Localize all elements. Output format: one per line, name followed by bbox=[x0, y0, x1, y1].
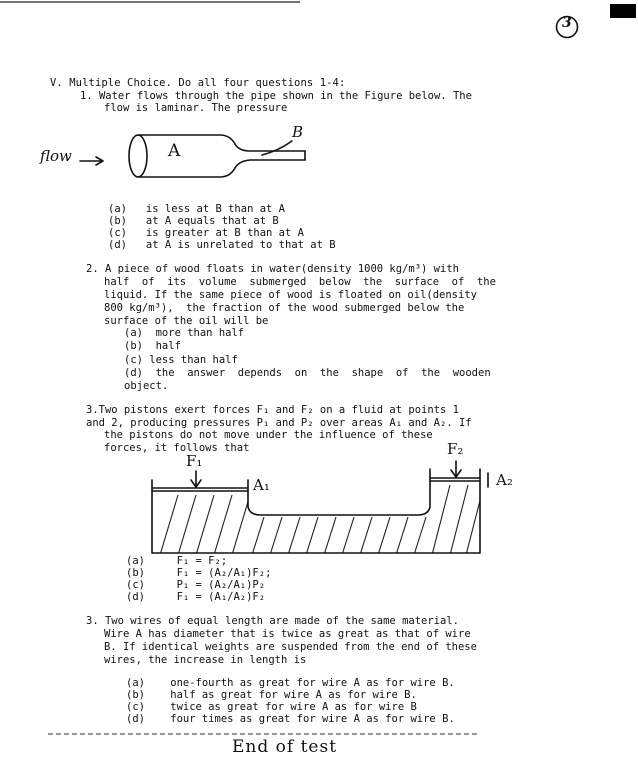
q4-line: Wire A has diameter that is twice as great as that of wire bbox=[104, 628, 471, 640]
fluid-hatching bbox=[160, 485, 484, 555]
end-of-test: End of test bbox=[232, 737, 338, 757]
a1-label: A₁ bbox=[253, 476, 270, 494]
page-number: 3 bbox=[562, 15, 572, 31]
q1-option-b: (b) at A equals that at B bbox=[108, 215, 279, 227]
q1-option-a: (a) is less at B than at A bbox=[108, 203, 286, 215]
q3-option-c: (c) P₁ = (A₂/A₁)P₂ bbox=[126, 579, 266, 591]
q1-line: flow is laminar. The pressure bbox=[104, 102, 288, 114]
piston-figure bbox=[140, 452, 500, 560]
q4-option-a: (a) one-fourth as great for wire A as for wire B. bbox=[126, 677, 455, 689]
flow-label: flow bbox=[40, 147, 72, 165]
pipe-label-a: A bbox=[168, 141, 181, 161]
q1-option-c: (c) is greater at B than at A bbox=[108, 227, 304, 239]
q4-line: B. If identical weights are suspended from the end of these bbox=[104, 641, 477, 653]
q3-option-b: (b) F₁ = (A₂/A₁)F₂; bbox=[126, 567, 272, 579]
q4-option-c: (c) twice as great for wire A as for wire B bbox=[126, 701, 417, 713]
pipe-label-b: B bbox=[292, 123, 304, 141]
q3-line: forces, it follows that bbox=[104, 442, 250, 454]
q3-line: and 2, producing pressures P₁ and P₂ over areas A₁ and A₂. If bbox=[86, 417, 472, 429]
q2-option-b: (b) half bbox=[124, 340, 181, 352]
q3-line: 3.Two pistons exert forces F₁ and F₂ on a fluid at points 1 bbox=[86, 404, 459, 416]
q3-option-d: (d) F₁ = (A₁/A₂)F₂ bbox=[126, 591, 266, 603]
q2-line: surface of the oil will be bbox=[104, 315, 269, 327]
q1-option-d: (d) at A is unrelated to that at B bbox=[108, 239, 336, 251]
q4-option-b: (b) half as great for wire A as for wire B. bbox=[126, 689, 417, 701]
corner-scan-mark bbox=[610, 4, 636, 18]
q2-option-d-cont: object. bbox=[124, 380, 169, 392]
q2-option-d: (d) the answer depends on the shape of the wooden bbox=[124, 367, 491, 379]
f1-label: F₁ bbox=[186, 452, 203, 470]
q2-option-c: (c) less than half bbox=[124, 354, 238, 366]
q2-line: 800 kg/m³), the fraction of the wood submerged below the bbox=[104, 302, 465, 314]
q4-line: 3. Two wires of equal length are made of the same material. bbox=[86, 615, 459, 627]
q2-line: half of its volume submerged below the surface of the bbox=[104, 276, 496, 288]
q4-line: wires, the increase in length is bbox=[104, 654, 307, 666]
q4-option-d: (d) four times as great for wire A as for wire B. bbox=[126, 713, 455, 725]
q3-option-a: (a) F₁ = F₂; bbox=[126, 555, 228, 567]
q1-line: 1. Water flows through the pipe shown in the Figure below. The bbox=[80, 90, 472, 102]
section-header: V. Multiple Choice. Do all four questions 1-4: bbox=[50, 77, 346, 89]
f2-label: F₂ bbox=[447, 440, 464, 458]
scan-top-line bbox=[0, 0, 638, 10]
a2-label: A₂ bbox=[496, 471, 513, 489]
q2-option-a: (a) more than half bbox=[124, 327, 245, 339]
q2-line: 2. A piece of wood floats in water(density 1000 kg/m³) with bbox=[86, 263, 459, 275]
q2-line: liquid. If the same piece of wood is floated on oil(density bbox=[104, 289, 477, 301]
q3-line: the pistons do not move under the influence of these bbox=[104, 429, 433, 441]
